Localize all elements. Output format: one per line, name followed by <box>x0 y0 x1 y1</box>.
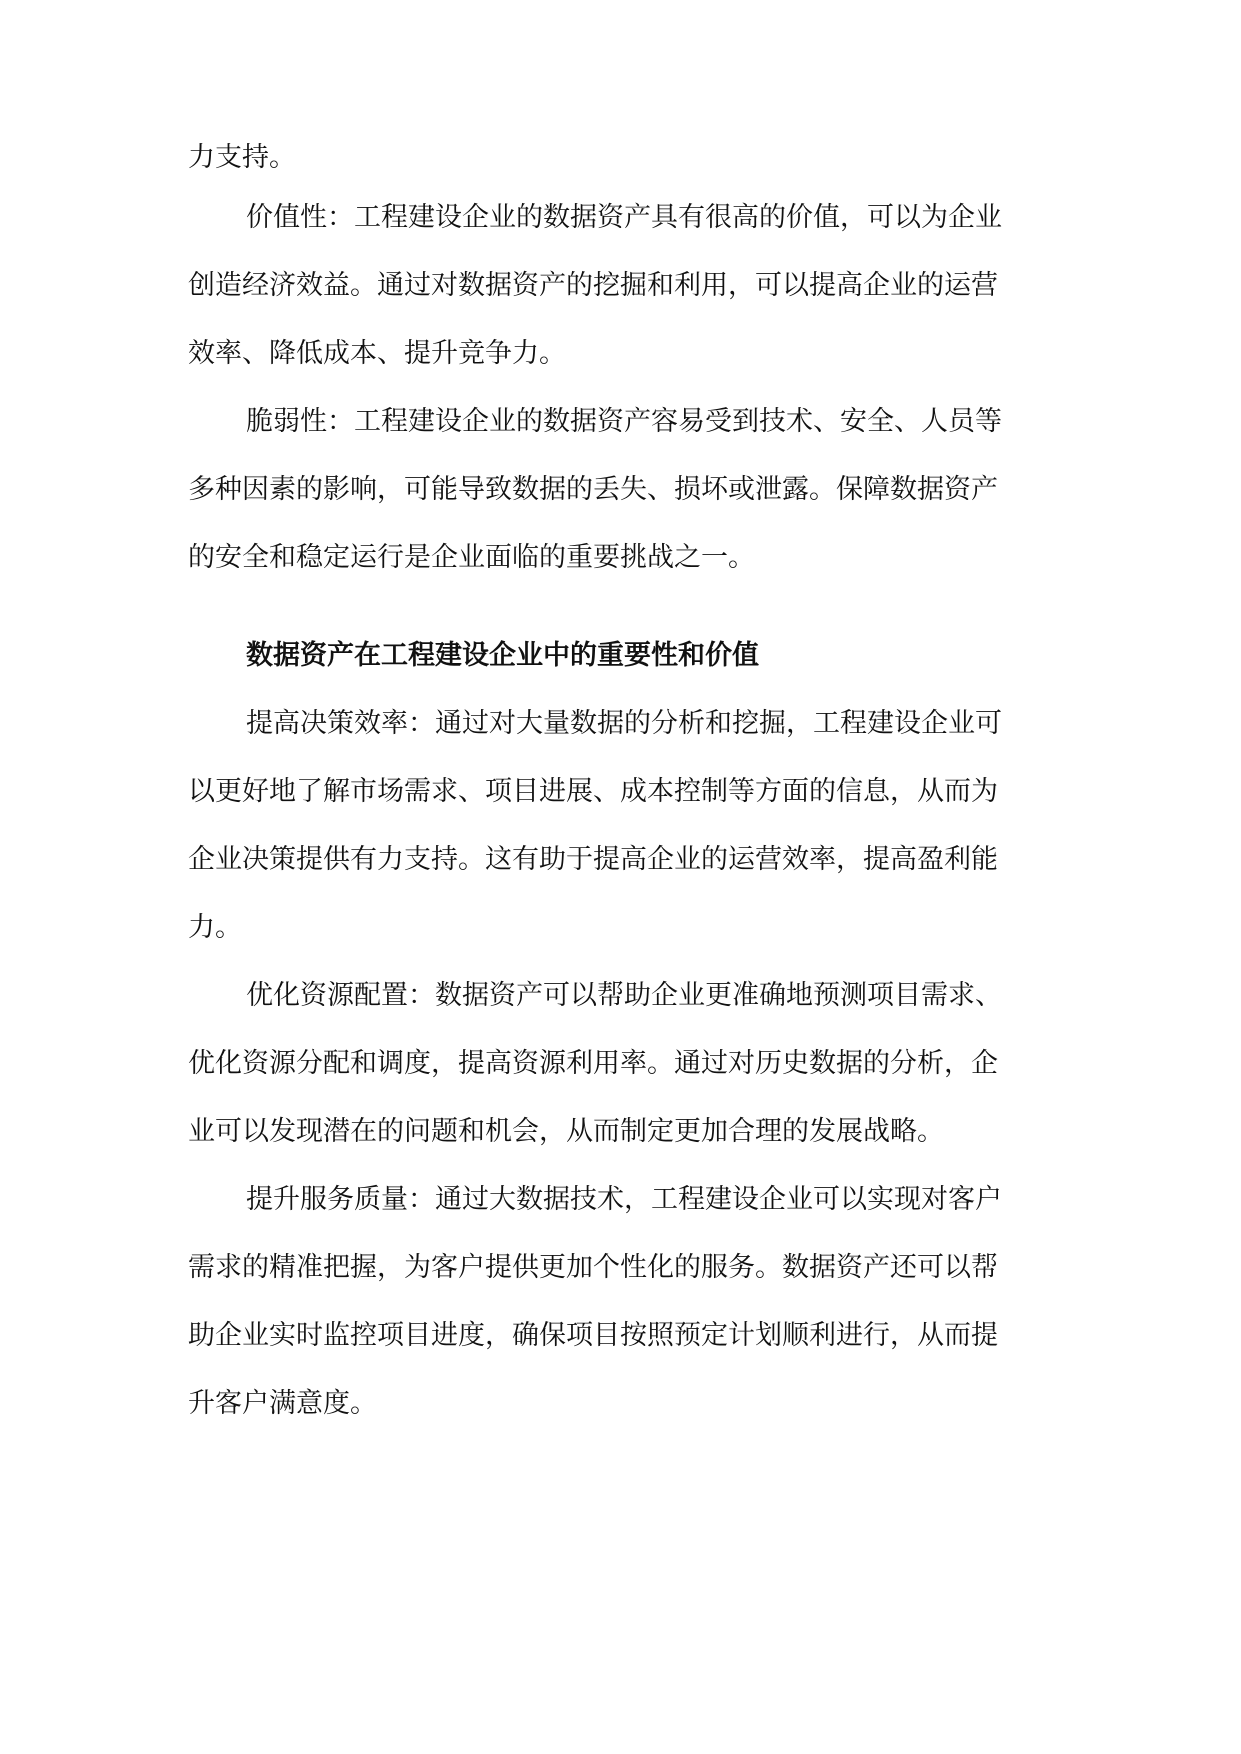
body-text-line: 企业决策提供有力支持。这有助于提高企业的运营效率，提高盈利能 <box>188 844 998 875</box>
body-text-line: 创造经济效益。通过对数据资产的挖掘和利用，可以提高企业的运营 <box>188 270 998 301</box>
body-text-line: 业可以发现潜在的问题和机会，从而制定更加合理的发展战略。 <box>188 1116 944 1147</box>
body-text-line: 优化资源配置：数据资产可以帮助企业更准确地预测项目需求、 <box>246 980 1002 1011</box>
body-text-line: 脆弱性：工程建设企业的数据资产容易受到技术、安全、人员等 <box>246 406 1002 437</box>
body-text-line: 多种因素的影响，可能导致数据的丢失、损坏或泄露。保障数据资产 <box>188 474 998 505</box>
body-text-line: 优化资源分配和调度，提高资源利用率。通过对历史数据的分析，企 <box>188 1048 998 1079</box>
body-text-line: 助企业实时监控项目进度，确保项目按照预定计划顺利进行，从而提 <box>188 1320 998 1351</box>
body-text-line: 提升服务质量：通过大数据技术，工程建设企业可以实现对客户 <box>246 1184 1002 1215</box>
body-text-line: 提高决策效率：通过对大量数据的分析和挖掘，工程建设企业可 <box>246 708 1002 739</box>
body-text-line: 效率、降低成本、提升竞争力。 <box>188 338 566 369</box>
section-heading: 数据资产在工程建设企业中的重要性和价值 <box>246 640 759 671</box>
body-text-line: 升客户满意度。 <box>188 1388 377 1419</box>
body-text-line: 需求的精准把握，为客户提供更加个性化的服务。数据资产还可以帮 <box>188 1252 998 1283</box>
body-text-line: 以更好地了解市场需求、项目进展、成本控制等方面的信息，从而为 <box>188 776 998 807</box>
body-text-line: 价值性：工程建设企业的数据资产具有很高的价值，可以为企业 <box>246 202 1002 233</box>
body-text-line: 的安全和稳定运行是企业面临的重要挑战之一。 <box>188 542 755 573</box>
body-text-line: 力。 <box>188 912 242 943</box>
body-text-line: 力支持。 <box>188 142 296 173</box>
